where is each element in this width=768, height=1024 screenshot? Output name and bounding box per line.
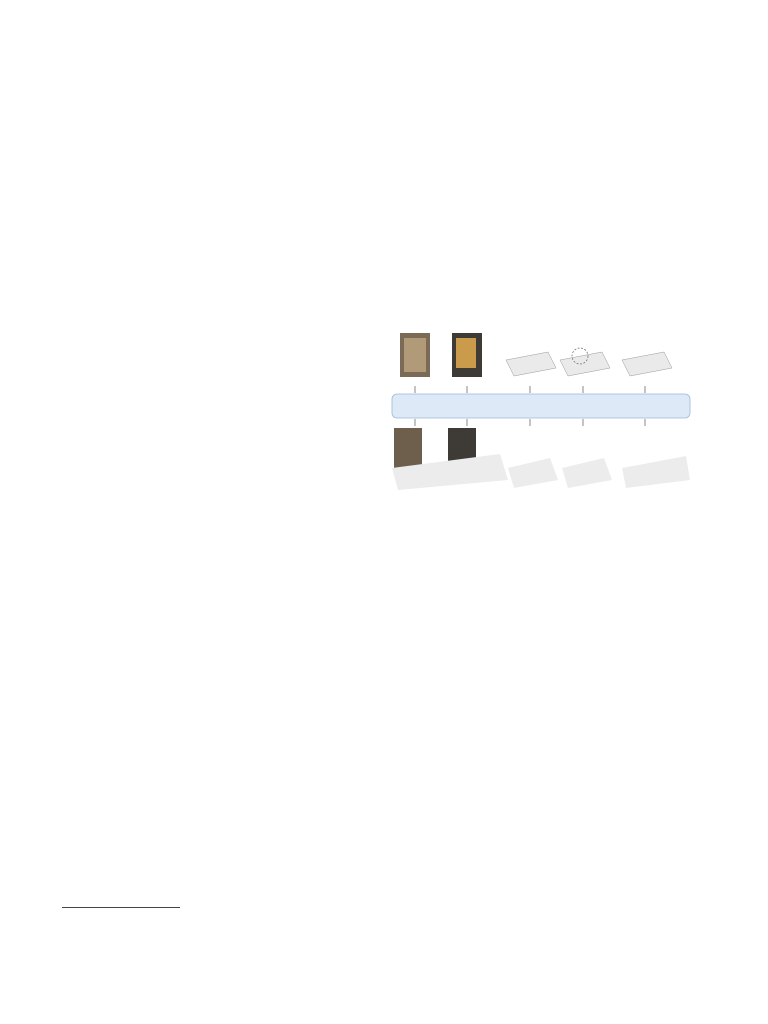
output-photo-1 — [394, 428, 422, 468]
figure-1-illustration — [390, 330, 692, 508]
input-incomplete-3d-plane — [560, 352, 610, 376]
output-plane-completion — [562, 458, 612, 488]
output-plane-generation — [622, 456, 690, 488]
photo-detail — [456, 338, 476, 368]
input-noisy-3d-plane — [506, 352, 556, 376]
footnote-divider — [62, 907, 180, 908]
figure-1 — [390, 330, 692, 508]
output-plane-denoising — [508, 458, 558, 488]
photo-detail — [404, 338, 426, 372]
gfpose-band — [392, 394, 690, 418]
arxiv-side-stamp — [2, 268, 40, 728]
input-3d-noise-plane — [622, 352, 672, 376]
